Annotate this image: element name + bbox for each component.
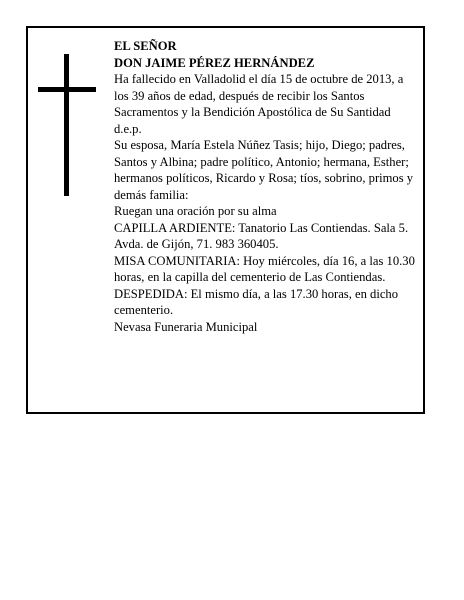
notice-title: EL SEÑOR [114, 39, 177, 53]
cross-vertical-bar [64, 54, 69, 196]
deceased-name: DON JAIME PÉREZ HERNÁNDEZ [114, 55, 315, 70]
cross-horizontal-bar [38, 87, 96, 92]
farewell-info: DESPEDIDA: El mismo día, a las 17.30 horas, en dicho cementerio. [114, 286, 399, 317]
funeral-home: Nevasa Funeraria Municipal [114, 319, 258, 334]
family-list: Su esposa, María Estela Núñez Tasis; hijo, Diego; padres, Santos y Albina; padre político, Antonio; hermana, Esther; hermanos políticos, Ricardo y Rosa; tíos, sobrino, primos y demás familia: [114, 138, 414, 202]
obituary-text [114, 38, 420, 335]
cross-icon [38, 54, 96, 196]
chapel-info: CAPILLA ARDIENTE: Tanatorio Las Contiendas. Sala 5. Avda. de Gijón, 71. 983 360405. [114, 220, 409, 251]
prayer-request: Ruegan una oración por su alma [114, 204, 277, 218]
death-statement: Ha fallecido en Valladolid el día 15 de octubre de 2013, a los 39 años de edad, después de recibir los Santos Sacramentos y la Bendición Apostólica de Su Santidad [114, 72, 404, 119]
rip-abbreviation: d.e.p. [114, 121, 142, 136]
mass-info: MISA COMUNITARIA: Hoy miércoles, día 16, a las 10.30 horas, en la capilla del cementerio de Las Contiendas. [114, 253, 415, 284]
